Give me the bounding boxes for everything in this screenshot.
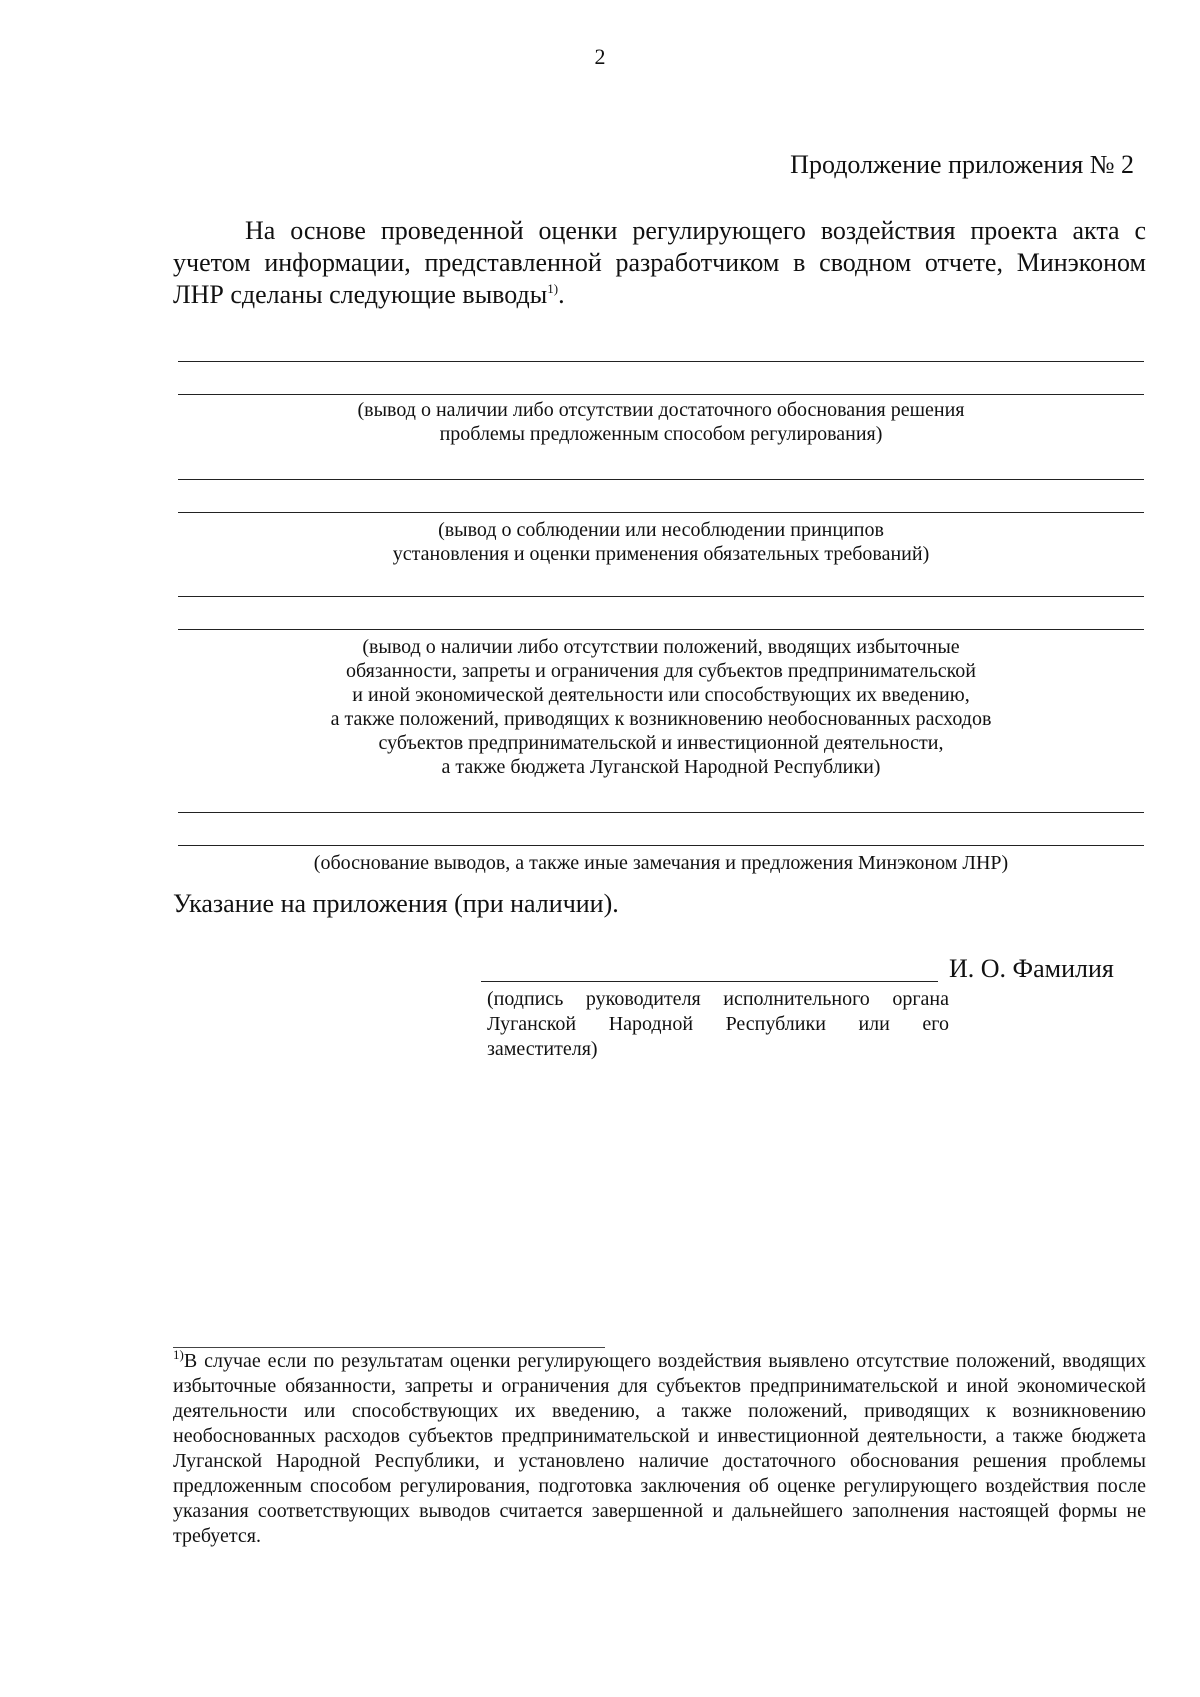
caption-line: (вывод о наличии либо отсутствии положений, вводящих избыточные [362,636,960,658]
fill-line[interactable] [178,845,1144,846]
caption-line: установления и оценки применения обязательных требований) [392,543,930,565]
section-caption-2 [178,518,1144,566]
caption-line: и иной экономической деятельности или способствующих их введению, [352,684,970,706]
caption-line: (обоснование выводов, а также иные замечания и предложения Минэконом ЛНР) [313,852,1009,874]
fill-line[interactable] [178,361,1144,362]
footnote-text: В случае если по результатам оценки регулирующего воздействия выявлено отсутствие положений, вводящих избыточные обязанности, запреты и ограничения для субъектов предпринимательской и иной экономической деятельности или способствующих их введению, а также положений, приводящих к возникновению необоснованных расходов субъектов предпринимательской и инвестиционной деятельности, а также бюджета Луганской Народной Республики, и установлено наличие достаточного обоснования решения проблемы предложенным способом регулирования, подготовка заключения об оценке регулирующего воздействия после указания соответствующих выводов считается завершенной и дальнейшего заполнения настоящей формы не требуется. [173,1350,1146,1547]
caption-line: (вывод о наличии либо отсутствии достаточного обоснования решения [357,399,965,421]
caption-line: а также бюджета Луганской Народной Республики) [441,756,881,778]
fill-line[interactable] [178,394,1144,395]
fill-line[interactable] [178,479,1144,480]
signature-caption: (подпись руководителя исполнительного органа Луганской Народной Республики или его заместителя) [487,988,949,1060]
caption-line: проблемы предложенным способом регулирования) [439,423,883,445]
appendix-heading: Продолжение приложения № 2 [790,150,1134,179]
caption-line: (вывод о соблюдении или несоблюдении принципов [438,519,884,541]
fill-line[interactable] [178,629,1144,630]
footnote-separator [173,1347,605,1348]
intro-end: . [558,280,565,309]
section-caption-4 [178,851,1144,875]
section-caption-1 [178,398,1144,446]
caption-line: субъектов предпринимательской и инвестиционной деятельности, [378,732,944,754]
signatory-name: И. О. Фамилия [949,954,1114,983]
fill-line[interactable] [178,512,1144,513]
section-caption-3 [178,635,1144,779]
fill-line[interactable] [178,596,1144,597]
footnote [173,1349,1146,1549]
attachments-note: Указание на приложения (при наличии). [173,889,619,918]
signature-line[interactable] [481,981,938,982]
intro-paragraph [173,215,1146,311]
caption-line: а также положений, приводящих к возникновению необоснованных расходов [330,708,992,730]
fill-line[interactable] [178,812,1144,813]
intro-text: На основе проведенной оценки регулирующего воздействия проекта акта с учетом информации, представленной разработчиком в сводном отчете, Минэконом ЛНР сделаны следующие выводы [173,216,1146,309]
footnote-mark: 1) [173,1347,184,1362]
caption-line: обязанности, запреты и ограничения для субъектов предпринимательской [345,660,977,682]
page-number: 2 [594,44,606,69]
intro-footnote-mark: 1) [547,281,559,296]
